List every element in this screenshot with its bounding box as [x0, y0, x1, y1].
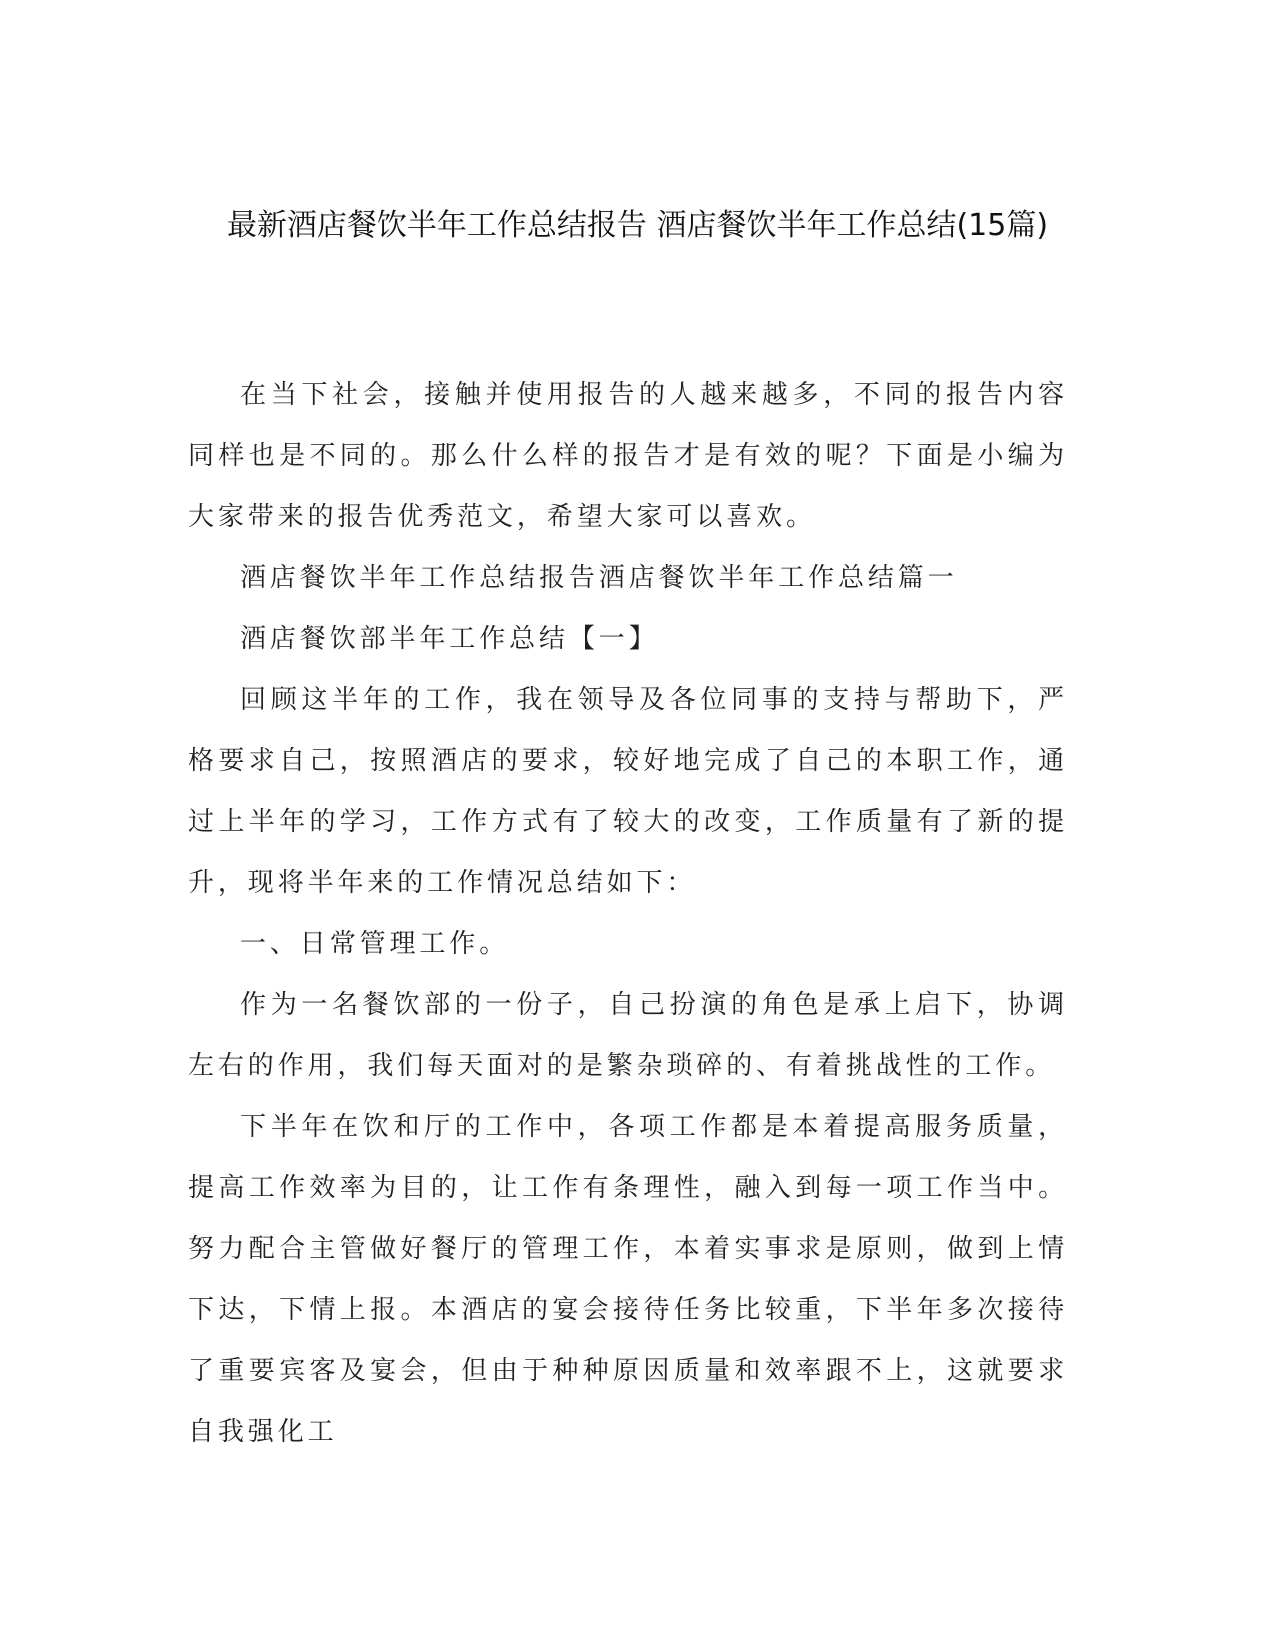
- list-heading: 一、日常管理工作。: [240, 929, 510, 959]
- body-paragraph: 下半年在饮和厅的工作中，各项工作都是本着提高服务质量，提高工作效率为目的，让工作有条理性，融入到每一项工作当中。努力配合主管做好餐厅的管理工作，本着实事求是原则，做到上情下达，下情上报。本酒店的宴会接待任务比较重，下半年多次接待了重要宾客及宴会，但由于种种原因质量和效率跟不上，这就要求自我强化工: [188, 1112, 1068, 1447]
- document-body: [188, 365, 1068, 1463]
- subsection-heading: 酒店餐饮部半年工作总结【一】: [240, 624, 659, 654]
- body-paragraph: 回顾这半年的工作，我在领导及各位同事的支持与帮助下，严格要求自己，按照酒店的要求，较好地完成了自己的本职工作，通过上半年的学习，工作方式有了较大的改变，工作质量有了新的提升，现将半年来的工作情况总结如下：: [188, 685, 1068, 898]
- document-title: 最新酒店餐饮半年工作总结报告 酒店餐饮半年工作总结(15篇): [226, 208, 1049, 243]
- body-paragraph: 作为一名餐饮部的一份子，自己扮演的角色是承上启下，协调左右的作用，我们每天面对的是繁杂琐碎的、有着挑战性的工作。: [188, 990, 1068, 1081]
- intro-paragraph: 在当下社会，接触并使用报告的人越来越多，不同的报告内容同样也是不同的。那么什么样的报告才是有效的呢？下面是小编为大家带来的报告优秀范文，希望大家可以喜欢。: [188, 380, 1068, 532]
- section-heading: 酒店餐饮半年工作总结报告酒店餐饮半年工作总结篇一: [240, 563, 958, 593]
